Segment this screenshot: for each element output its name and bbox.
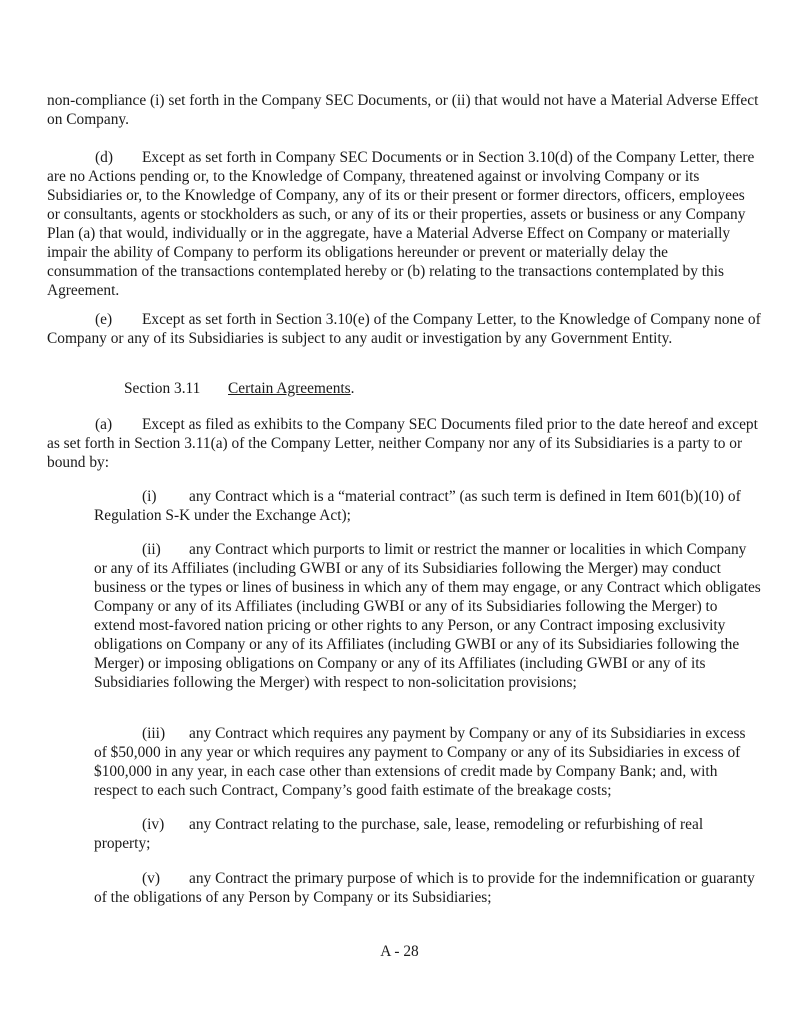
list-item-i-label: (i) — [142, 488, 157, 505]
list-item-v — [94, 869, 761, 907]
list-item-i — [94, 487, 761, 525]
section-heading — [124, 379, 355, 398]
list-item-iii-label: (iii) — [142, 725, 166, 742]
list-item-ii — [94, 540, 761, 692]
paragraph-a-text: Except as filed as exhibits to the Company SEC Documents filed prior to the date hereof and except as set forth in Section 3.11(a) of the Company Letter, neither Company nor any of its Subsidiaries is a party to or bound by: — [47, 416, 758, 471]
paragraph-d-label: (d) — [95, 149, 113, 166]
paragraph-e-text: Except as set forth in Section 3.10(e) of the Company Letter, to the Knowledge of Company none of Company or any of its Subsidiaries is subject to any audit or investigation by any Government Entity. — [47, 311, 761, 347]
paragraph-e-label: (e) — [95, 311, 113, 328]
page-number: A - 28 — [380, 943, 419, 960]
list-item-v-label: (v) — [142, 870, 160, 887]
list-item-iv-label: (iv) — [142, 816, 165, 833]
list-item-i-text: any Contract which is a “material contract” (as such term is defined in Item 601(b)(10) of Regulation S-K under the Exchange Act); — [94, 488, 741, 524]
paragraph-d-text: Except as set forth in Company SEC Documents or in Section 3.10(d) of the Company Letter, there are no Actions pending or, to the Knowledge of Company, threatened against or involving Company or its Subsidiaries or, to the Knowledge of Company, any of its or their present or former directors, officers, employees or consultants, agents or stockholders as such, or any of its or their properties, assets or business or any Company Plan (a) that would, individually or in the aggregate, have a Material Adverse Effect on Company or materially impair the ability of Company to perform its obligations hereunder or prevent or materially delay the consummation of the transactions contemplated hereby or (b) relating to the transactions contemplated by this Agreement. — [47, 149, 755, 299]
paragraph-a — [47, 415, 761, 472]
section-title: Certain Agreements — [228, 380, 351, 397]
paragraph-d — [47, 148, 761, 300]
paragraph-a-label: (a) — [95, 416, 113, 433]
section-number: Section 3.11 — [124, 380, 201, 397]
paragraph-continuation: non-compliance (i) set forth in the Company SEC Documents, or (ii) that would not have a Material Adverse Effect on Company. — [47, 92, 759, 128]
section-title-suffix: . — [350, 380, 355, 397]
list-item-iii — [94, 724, 761, 800]
list-item-iv-text: any Contract relating to the purchase, sale, lease, remodeling or refurbishing of real property; — [94, 816, 704, 852]
list-item-ii-text: any Contract which purports to limit or restrict the manner or localities in which Company or any of its Affiliates (including GWBI or any of its Subsidiaries following the Merger) may conduct business or the types or lines of business in which any of them may engage, or any Contract which obligates Company or any of its Affiliates (including GWBI or any of its Subsidiaries following the Merger) to extend most-favored nation pricing or other rights to any Person, or any Contract imposing exclusivity obligations on Company or any of its Affiliates (including GWBI or any of its Subsidiaries following the Merger) or imposing obligations on Company or any of its Affiliates (including GWBI or any of its Subsidiaries following the Merger) with respect to non-solicitation provisions; — [94, 541, 761, 691]
list-item-iv — [94, 815, 761, 853]
list-item-v-text: any Contract the primary purpose of which is to provide for the indemnification or guaranty of the obligations of any Person by Company or its Subsidiaries; — [94, 870, 755, 906]
list-item-ii-label: (ii) — [142, 541, 161, 558]
list-item-iii-text: any Contract which requires any payment by Company or any of its Subsidiaries in excess of $50,000 in any year or which requires any payment to Company or any of its Subsidiaries in excess of $100,000 in any year, in each case other than extensions of credit made by Company Bank; and, with respect to each such Contract, Company’s good faith estimate of the breakage costs; — [94, 725, 746, 799]
paragraph-e — [47, 310, 761, 348]
